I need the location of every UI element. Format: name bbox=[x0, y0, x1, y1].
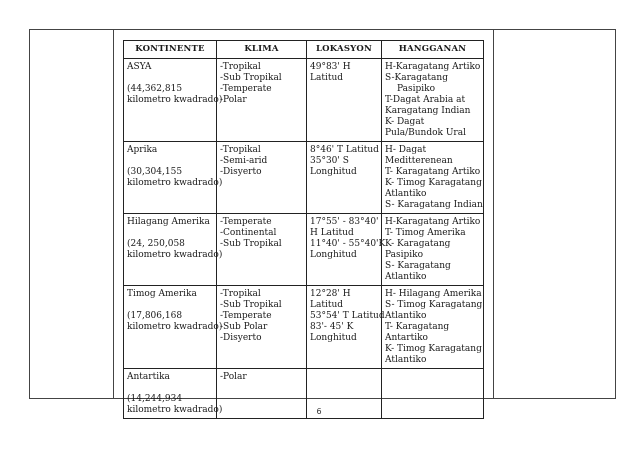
continent-area-unit: kilometro kwadrado) bbox=[127, 95, 223, 105]
location-item: 17°55' - 83°40' bbox=[310, 217, 379, 227]
climate-item: -Sub Tropikal bbox=[220, 239, 282, 249]
location-item: Longhitud bbox=[310, 167, 357, 177]
climate-cell bbox=[217, 142, 307, 214]
climate-item: -Tropikal bbox=[220, 145, 261, 155]
border-item: T- Karagatang bbox=[385, 322, 450, 332]
continent-name: Hilagang Amerika bbox=[127, 217, 210, 227]
location-item: 8°46' T Latitud bbox=[310, 145, 379, 155]
border-item: K- Dagat bbox=[385, 117, 425, 127]
border-item: S-Karagatang bbox=[385, 73, 448, 83]
continent-name: ASYA bbox=[127, 62, 152, 72]
border-item: T- Timog Amerika bbox=[385, 228, 466, 238]
page-gutter-left bbox=[113, 29, 114, 399]
climate-item: -Tropikal bbox=[220, 62, 261, 72]
border-item: K- Timog Karagatang bbox=[385, 178, 482, 188]
continent-area: (17,806,168 bbox=[127, 311, 183, 321]
continent-cell bbox=[124, 59, 223, 142]
location-item: 83'- 45' K bbox=[310, 322, 354, 332]
table-row bbox=[124, 214, 484, 286]
continent-area: (14,244,934 bbox=[127, 394, 183, 404]
page-frame-top bbox=[29, 29, 615, 30]
continent-area-unit: kilometro kwadrado) bbox=[127, 405, 223, 415]
border-item: Pasipiko bbox=[397, 84, 436, 94]
climate-item: -Temperate bbox=[220, 84, 272, 94]
border-item: T-Dagat Arabia at bbox=[385, 95, 466, 105]
location-cell bbox=[307, 214, 386, 286]
climate-item: -Tropikal bbox=[220, 289, 261, 299]
header-klima: KLIMA bbox=[217, 41, 307, 59]
continent-name: Timog Amerika bbox=[127, 289, 197, 299]
climate-item: -Semi-arid bbox=[220, 156, 268, 166]
climate-cell bbox=[217, 59, 307, 142]
climate-item: -Disyerto bbox=[220, 333, 262, 343]
location-item: 11°40' - 55°40'K bbox=[310, 239, 386, 249]
border-item: S- Timog Karagatang bbox=[385, 300, 483, 310]
borders-cell bbox=[382, 214, 484, 286]
border-item: K- Karagatang bbox=[385, 239, 451, 249]
climate-item: -Sub Tropikal bbox=[220, 73, 282, 83]
border-item: Atlantiko bbox=[385, 189, 427, 199]
climate-item: -Sub Tropikal bbox=[220, 300, 282, 310]
border-item: S- Karagatang bbox=[385, 261, 451, 271]
border-item: Antartiko bbox=[385, 333, 428, 343]
climate-item: -Polar bbox=[220, 95, 247, 105]
table-row bbox=[124, 286, 484, 369]
table-header-row bbox=[124, 41, 484, 59]
border-item: H-Karagatang Artiko bbox=[385, 217, 481, 227]
continent-cell bbox=[124, 286, 223, 369]
location-item: 49°83' H bbox=[310, 62, 351, 72]
table-row bbox=[124, 59, 484, 142]
location-item: Latitud bbox=[310, 73, 344, 83]
border-item: Karagatang Indian bbox=[385, 106, 471, 116]
page-frame-left bbox=[29, 29, 30, 399]
continent-area: (24, 250,058 bbox=[127, 239, 185, 249]
table-row bbox=[124, 142, 484, 214]
continent-name: Antartika bbox=[127, 372, 170, 382]
border-item: Pula/Bundok Ural bbox=[385, 128, 466, 138]
continent-area: (44,362,815 bbox=[127, 84, 183, 94]
border-item: Pasipiko bbox=[385, 250, 424, 260]
continent-area: (30,304,155 bbox=[127, 167, 183, 177]
border-item: T- Karagatang Artiko bbox=[385, 167, 481, 177]
location-item: 12°28' H bbox=[310, 289, 351, 299]
continent-area-unit: kilometro kwadrado) bbox=[127, 322, 223, 332]
location-item: Longhitud bbox=[310, 333, 357, 343]
continent-cell bbox=[124, 142, 223, 214]
border-item: S- Karagatang Indian bbox=[385, 200, 483, 210]
header-kontinente: KONTINENTE bbox=[124, 41, 217, 59]
climate-cell bbox=[217, 286, 307, 369]
climate-item: -Disyerto bbox=[220, 167, 262, 177]
climate-item: -Continental bbox=[220, 228, 277, 238]
header-hangganan: HANGGANAN bbox=[382, 41, 484, 59]
page-frame-right bbox=[615, 29, 616, 399]
border-item: H- Dagat bbox=[385, 145, 427, 155]
location-item: H Latitud bbox=[310, 228, 354, 238]
continent-cell bbox=[124, 214, 223, 286]
border-item: Meditterenean bbox=[385, 156, 453, 166]
climate-item: -Temperate bbox=[220, 217, 272, 227]
border-item: H- Hilagang Amerika bbox=[385, 289, 482, 299]
climate-item: -Sub Polar bbox=[220, 322, 268, 332]
border-item: Atlantiko bbox=[385, 355, 427, 365]
continents-table bbox=[123, 40, 484, 419]
location-cell bbox=[307, 286, 385, 369]
location-cell bbox=[307, 142, 382, 214]
border-item: Atlantiko bbox=[385, 272, 427, 282]
page-gutter-right bbox=[493, 29, 494, 399]
borders-cell bbox=[382, 286, 484, 369]
continent-area-unit: kilometro kwadrado) bbox=[127, 250, 223, 260]
border-item: K- Timog Karagatang bbox=[385, 344, 482, 354]
climate-item: -Temperate bbox=[220, 311, 272, 321]
climate-cell bbox=[217, 214, 307, 286]
location-item: Longhitud bbox=[310, 250, 357, 260]
climate-item: -Polar bbox=[220, 372, 247, 382]
border-item: H-Karagatang Artiko bbox=[385, 62, 481, 72]
location-item: Latitud bbox=[310, 300, 344, 310]
header-lokasyon: LOKASYON bbox=[307, 41, 382, 59]
border-item: Atlantiko bbox=[385, 311, 427, 321]
borders-cell bbox=[382, 142, 484, 214]
location-cell bbox=[307, 59, 382, 142]
continent-name: Aprika bbox=[127, 145, 158, 155]
location-item: 35°30' S bbox=[310, 156, 349, 166]
location-item: 53°54' T Latitud bbox=[310, 311, 385, 321]
page-number: 6 bbox=[316, 407, 322, 416]
continent-area-unit: kilometro kwadrado) bbox=[127, 178, 223, 188]
borders-cell bbox=[382, 59, 484, 142]
